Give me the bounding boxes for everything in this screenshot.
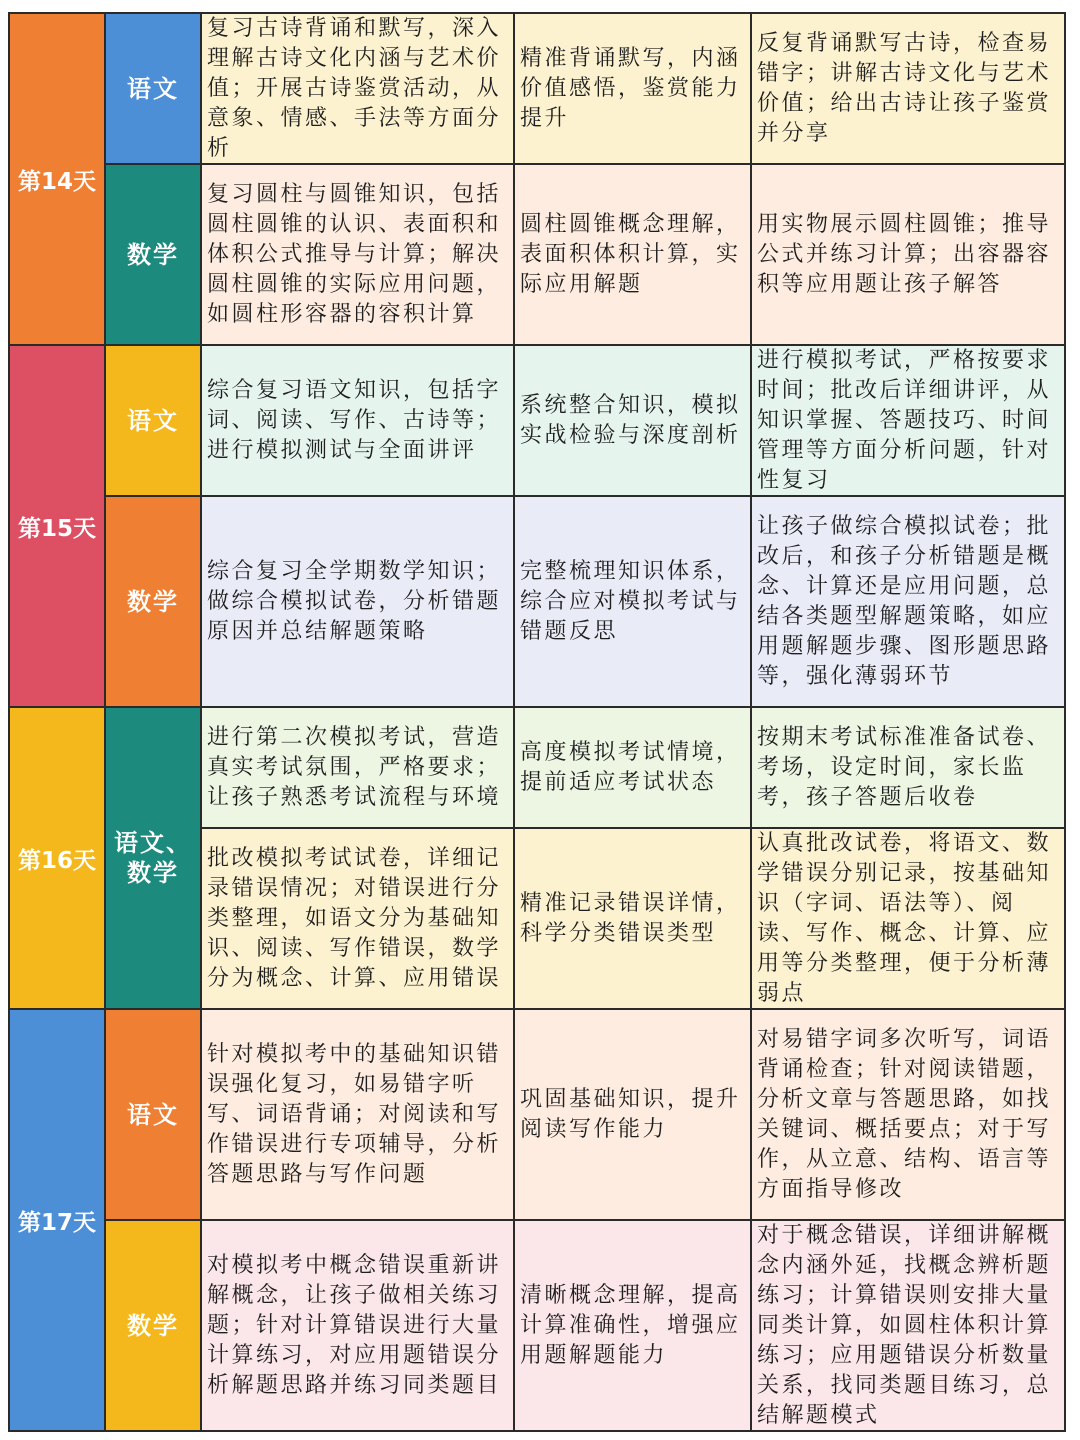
row-4-method: 让孩子做综合模拟试卷；批改后，和孩子分析错题是概念、计算还是应用问题，总结各类题型解题策略，如应用题解题步骤、图形题思路等，强化薄弱环节 <box>752 497 1066 708</box>
day-14-label: 第14天 <box>10 14 106 346</box>
subject-day17-math: 数学 <box>106 1221 202 1432</box>
row-5-goal: 高度模拟考试情境，提前适应考试状态 <box>515 708 752 829</box>
subject-day14-chinese: 语文 <box>106 14 202 165</box>
subject-day17-chinese: 语文 <box>106 1010 202 1221</box>
row-8-goal: 清晰概念理解，提高计算准确性，增强应用题解题能力 <box>515 1221 752 1432</box>
row-2-content: 复习圆柱与圆锥知识，包括圆柱圆锥的认识、表面积和体积公式推导与计算；解决圆柱圆锥的实际应用问题，如圆柱形容器的容积计算 <box>202 165 515 346</box>
row-5-content: 进行第二次模拟考试，营造真实考试氛围，严格要求；让孩子熟悉考试流程与环境 <box>202 708 515 829</box>
day-16-label: 第16天 <box>10 708 106 1010</box>
row-6-content: 批改模拟考试试卷，详细记录错误情况；对错误进行分类整理，如语文分为基础知识、阅读、写作错误，数学分为概念、计算、应用错误 <box>202 829 515 1010</box>
row-8-method: 对于概念错误，详细讲解概念内涵外延，找概念辨析题练习；计算错误则安排大量同类计算，如圆柱体积计算练习；应用题错误分析数量关系，找同类题目练习，总结解题模式 <box>752 1221 1066 1432</box>
row-1-content: 复习古诗背诵和默写，深入理解古诗文化内涵与艺术价值；开展古诗鉴赏活动，从意象、情感、手法等方面分析 <box>202 14 515 165</box>
row-6-method: 认真批改试卷，将语文、数学错误分别记录，按基础知识（字词、语法等）、阅读、写作、概念、计算、应用等分类整理，便于分析薄弱点 <box>752 829 1066 1010</box>
subject-day16-chinese-math: 语文、 数学 <box>106 708 202 1010</box>
row-8-content: 对模拟考中概念错误重新讲解概念，让孩子做相关练习题；针对计算错误进行大量计算练习，对应用题错误分析解题思路并练习同类题目 <box>202 1221 515 1432</box>
day-15-label: 第15天 <box>10 346 106 708</box>
row-3-goal: 系统整合知识，模拟实战检验与深度剖析 <box>515 346 752 497</box>
row-3-content: 综合复习语文知识，包括字词、阅读、写作、古诗等；进行模拟测试与全面讲评 <box>202 346 515 497</box>
row-2-goal: 圆柱圆锥概念理解，表面积体积计算，实际应用解题 <box>515 165 752 346</box>
row-7-method: 对易错字词多次听写，词语背诵检查；针对阅读错题，分析文章与答题思路，如找关键词、概括要点；对于写作，从立意、结构、语言等方面指导修改 <box>752 1010 1066 1221</box>
row-7-goal: 巩固基础知识，提升阅读写作能力 <box>515 1010 752 1221</box>
subject-day15-math: 数学 <box>106 497 202 708</box>
row-3-method: 进行模拟考试，严格按要求时间；批改后详细讲评，从知识掌握、答题技巧、时间管理等方面分析问题，针对性复习 <box>752 346 1066 497</box>
row-4-content: 综合复习全学期数学知识；做综合模拟试卷，分析错题原因并总结解题策略 <box>202 497 515 708</box>
row-1-method: 反复背诵默写古诗，检查易错字；讲解古诗文化与艺术价值；给出古诗让孩子鉴赏并分享 <box>752 14 1066 165</box>
row-4-goal: 完整梳理知识体系，综合应对模拟考试与错题反思 <box>515 497 752 708</box>
day-17-label: 第17天 <box>10 1010 106 1432</box>
row-7-content: 针对模拟考中的基础知识错误强化复习，如易错字听写、词语背诵；对阅读和写作错误进行专项辅导，分析答题思路与写作问题 <box>202 1010 515 1221</box>
subject-day15-chinese: 语文 <box>106 346 202 497</box>
row-1-goal: 精准背诵默写，内涵价值感悟，鉴赏能力提升 <box>515 14 752 165</box>
subject-day14-math: 数学 <box>106 165 202 346</box>
row-6-goal: 精准记录错误详情，科学分类错误类型 <box>515 829 752 1010</box>
row-2-method: 用实物展示圆柱圆锥；推导公式并练习计算；出容器容积等应用题让孩子解答 <box>752 165 1066 346</box>
row-5-method: 按期末考试标准准备试卷、考场，设定时间，家长监考，孩子答题后收卷 <box>752 708 1066 829</box>
